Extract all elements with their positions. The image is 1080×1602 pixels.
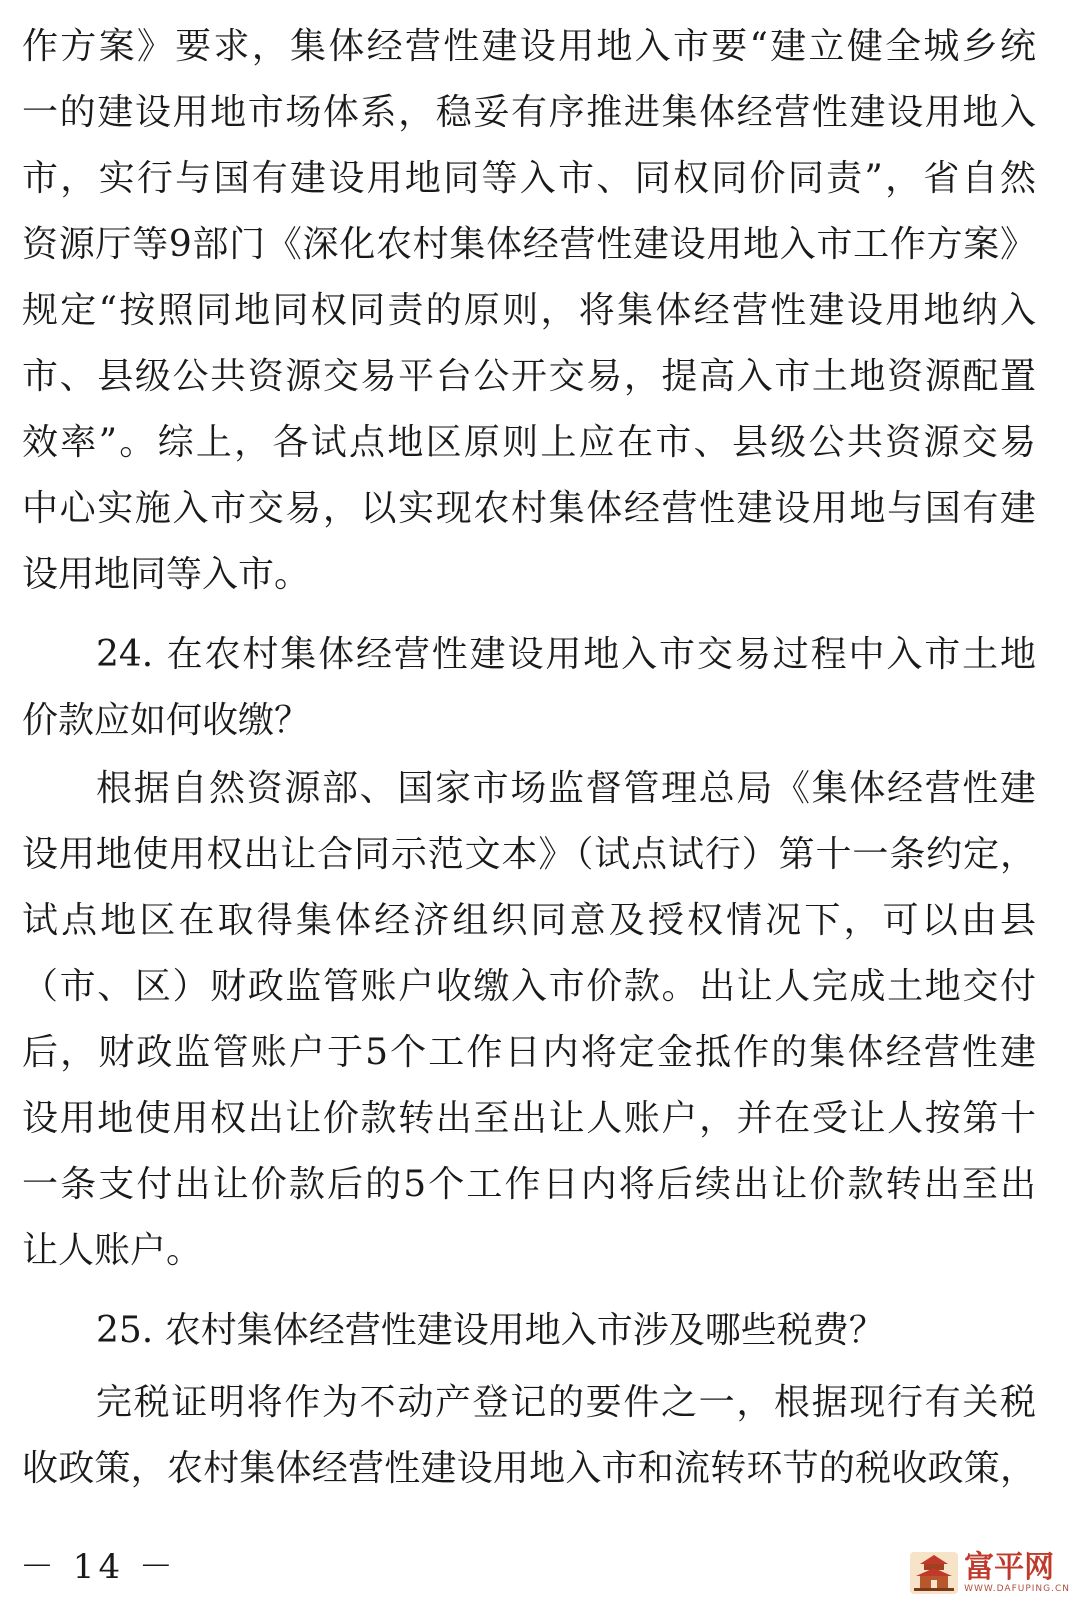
- text-line: 作方案》要求，集体经营性建设用地入市要“建立健全城乡统: [22, 26, 1036, 67]
- text-line: 后，财政监管账户于5个工作日内将定金抵作的集体经营性建: [22, 1032, 1036, 1073]
- pagoda-logo-icon: [910, 1552, 958, 1594]
- watermark-name: 富平网: [964, 1550, 1055, 1585]
- watermark: [910, 1552, 1070, 1594]
- text-line: 设用地使用权出让合同示范文本》（试点试行）第十一条约定，: [22, 834, 1036, 875]
- text-line: 一条支付出让价款后的5个工作日内将后续出让价款转出至出: [22, 1164, 1036, 1205]
- text-line: 效率”。综上，各试点地区原则上应在市、县级公共资源交易: [22, 422, 1036, 463]
- text-line: 中心实施入市交易，以实现农村集体经营性建设用地与国有建: [22, 488, 1036, 529]
- text-line: 规定“按照同地同权同责的原则，将集体经营性建设用地纳入: [22, 290, 1036, 331]
- question-heading-24-cont: 价款应如何收缴？: [22, 700, 311, 741]
- text-line: 收政策，农村集体经营性建设用地入市和流转环节的税收政策，: [22, 1448, 1036, 1489]
- text-line: 资源厅等9部门《深化农村集体经营性建设用地入市工作方案》: [22, 224, 1036, 265]
- text-line: 设用地同等入市。: [22, 554, 311, 595]
- text-line: 设用地使用权出让价款转出至出让人账户，并在受让人按第十: [22, 1098, 1036, 1139]
- text-line: 一的建设用地市场体系，稳妥有序推进集体经营性建设用地入: [22, 92, 1036, 133]
- text-line: 市，实行与国有建设用地同等入市、同权同价同责”，省自然: [22, 158, 1036, 199]
- watermark-url: WWW.DAFUPING.CN: [964, 1584, 1070, 1594]
- question-heading-25: 25. 农村集体经营性建设用地入市涉及哪些税费？: [96, 1310, 885, 1351]
- text-line: 市、县级公共资源交易平台公开交易，提高入市土地资源配置: [22, 356, 1036, 397]
- text-line: 完税证明将作为不动产登记的要件之一，根据现行有关税: [96, 1382, 1036, 1423]
- text-line: （市、区）财政监管账户收缴入市价款。出让人完成土地交付: [22, 966, 1036, 1007]
- page-number: － 14 －: [20, 1547, 177, 1587]
- question-heading-24: 24. 在农村集体经营性建设用地入市交易过程中入市土地: [96, 634, 1036, 675]
- text-line: 试点地区在取得集体经济组织同意及授权情况下，可以由县: [22, 900, 1036, 941]
- text-line: 根据自然资源部、国家市场监督管理总局《集体经营性建: [96, 768, 1036, 809]
- text-line: 让人账户。: [22, 1230, 203, 1271]
